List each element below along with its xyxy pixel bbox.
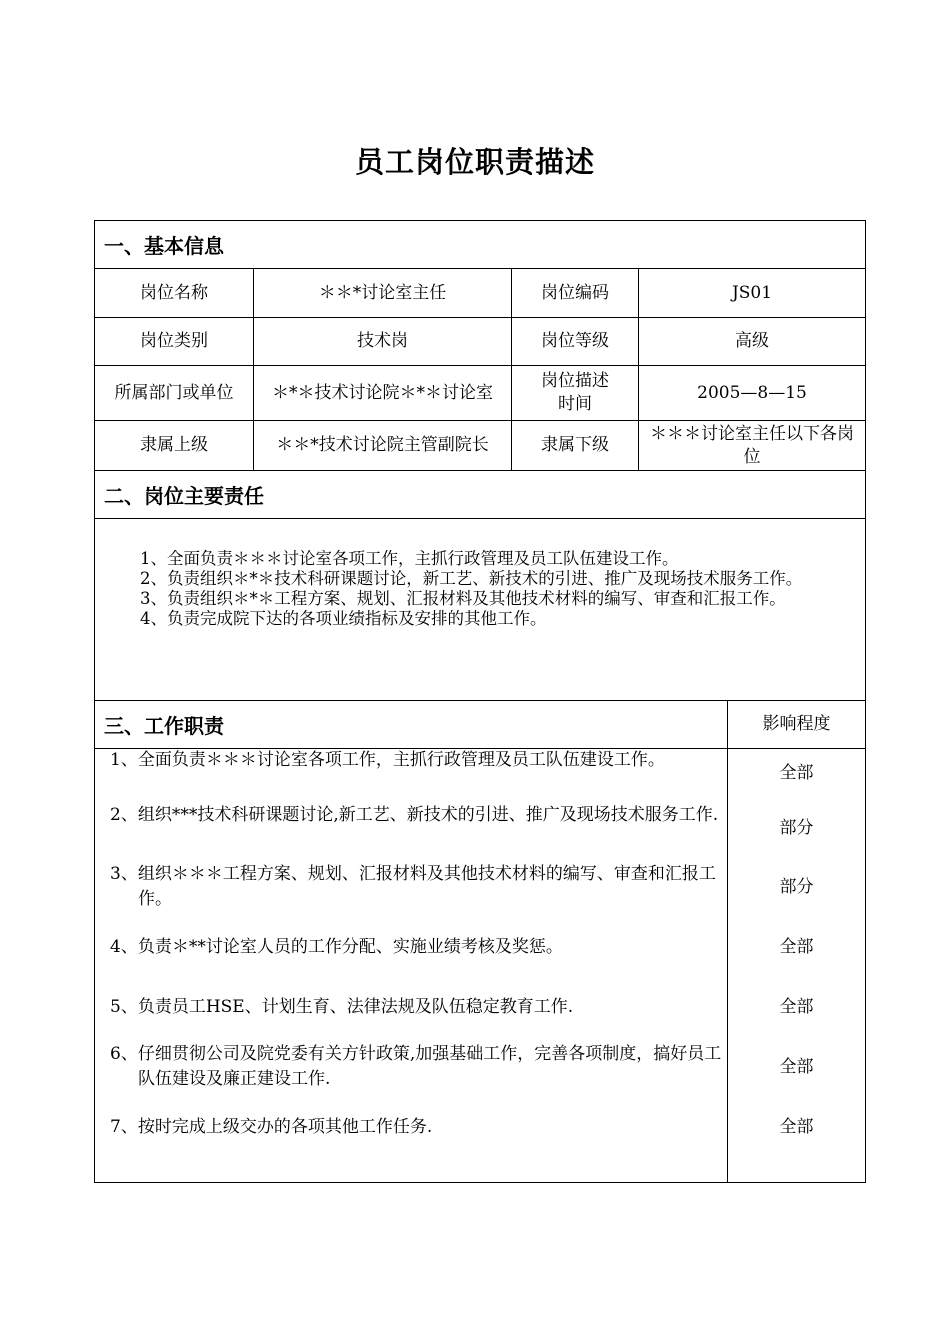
- value-position-code: JS01: [731, 282, 773, 303]
- section-heading-main-responsibilities: 二、岗位主要责任: [104, 484, 264, 508]
- value-subordinates: ＊＊＊讨论室主任以下各岗位: [650, 423, 854, 467]
- label-department: 所属部门或单位: [114, 382, 234, 403]
- responsibility-paragraph: 2、负责组织＊*＊技术科研课题讨论，新工艺、新技术的引进、推广及现场技术服务工作。: [140, 569, 803, 588]
- divider: [94, 518, 866, 519]
- duty-item: 1、全面负责＊＊＊讨论室各项工作，主抓行政管理及员工队伍建设工作。: [110, 750, 665, 770]
- responsibility-paragraph: 1、全面负责＊＊＊讨论室各项工作，主抓行政管理及员工队伍建设工作。: [140, 549, 679, 568]
- section-heading-basic-info: 一、基本信息: [104, 234, 224, 258]
- duty-impact: 全部: [779, 997, 814, 1017]
- label-position-code: 岗位编码: [541, 282, 609, 303]
- value-position-category: 技术岗: [357, 331, 408, 351]
- duty-impact: 全部: [779, 763, 814, 783]
- value-department: ＊*＊技术讨论院＊*＊讨论室: [272, 382, 493, 403]
- responsibility-paragraph: 3、负责组织＊*＊工程方案、规划、汇报材料及其他技术材料的编写、审查和汇报工作。: [140, 589, 786, 608]
- duty-item: 3、组织＊＊＊工程方案、规划、汇报材料及其他技术材料的编写、审查和汇报工作。: [110, 864, 716, 909]
- duty-impact: 部分: [779, 877, 814, 897]
- section-heading-duties: 三、工作职责: [104, 714, 224, 738]
- duty-item: 4、负责＊**讨论室人员的工作分配、实施业绩考核及奖惩。: [110, 937, 563, 957]
- duty-impact: 部分: [779, 818, 814, 838]
- label-position-name: 岗位名称: [140, 282, 208, 303]
- label-supervisor: 隶属上级: [140, 435, 208, 455]
- duty-impact: 全部: [779, 937, 814, 957]
- value-position-name: ＊＊*讨论室主任: [318, 282, 447, 303]
- duty-item: 7、按时完成上级交办的各项其他工作任务.: [110, 1117, 433, 1137]
- duty-item: 6、仔细贯彻公司及院党委有关方针政策,加强基础工作，完善各项制度，搞好员工队伍建设及廉正建设工作.: [110, 1044, 722, 1089]
- value-supervisor: ＊＊*技术讨论院主管副院长: [276, 435, 489, 455]
- responsibilities-text: [104, 549, 856, 629]
- label-position-level: 岗位等级: [541, 331, 609, 351]
- label-description-date: 岗位描述时间: [541, 371, 609, 414]
- label-subordinates: 隶属下级: [541, 435, 609, 455]
- value-position-level: 高级: [735, 331, 769, 351]
- responsibility-paragraph: 4、负责完成院下达的各项业绩指标及安排的其他工作。: [140, 609, 547, 628]
- value-description-date: 2005—8—15: [697, 382, 807, 403]
- duty-impact: 全部: [779, 1117, 814, 1137]
- duty-impact: 全部: [779, 1057, 814, 1077]
- impact-header: 影响程度: [762, 714, 831, 734]
- duty-item: 5、负责员工HSE、计划生育、法律法规及队伍稳定教育工作.: [110, 997, 574, 1017]
- page-title: 员工岗位职责描述: [354, 145, 595, 179]
- label-position-category: 岗位类别: [140, 331, 208, 351]
- duty-item: 2、组织***技术科研课题讨论,新工艺、新技术的引进、推广及现场技术服务工作.: [110, 805, 719, 825]
